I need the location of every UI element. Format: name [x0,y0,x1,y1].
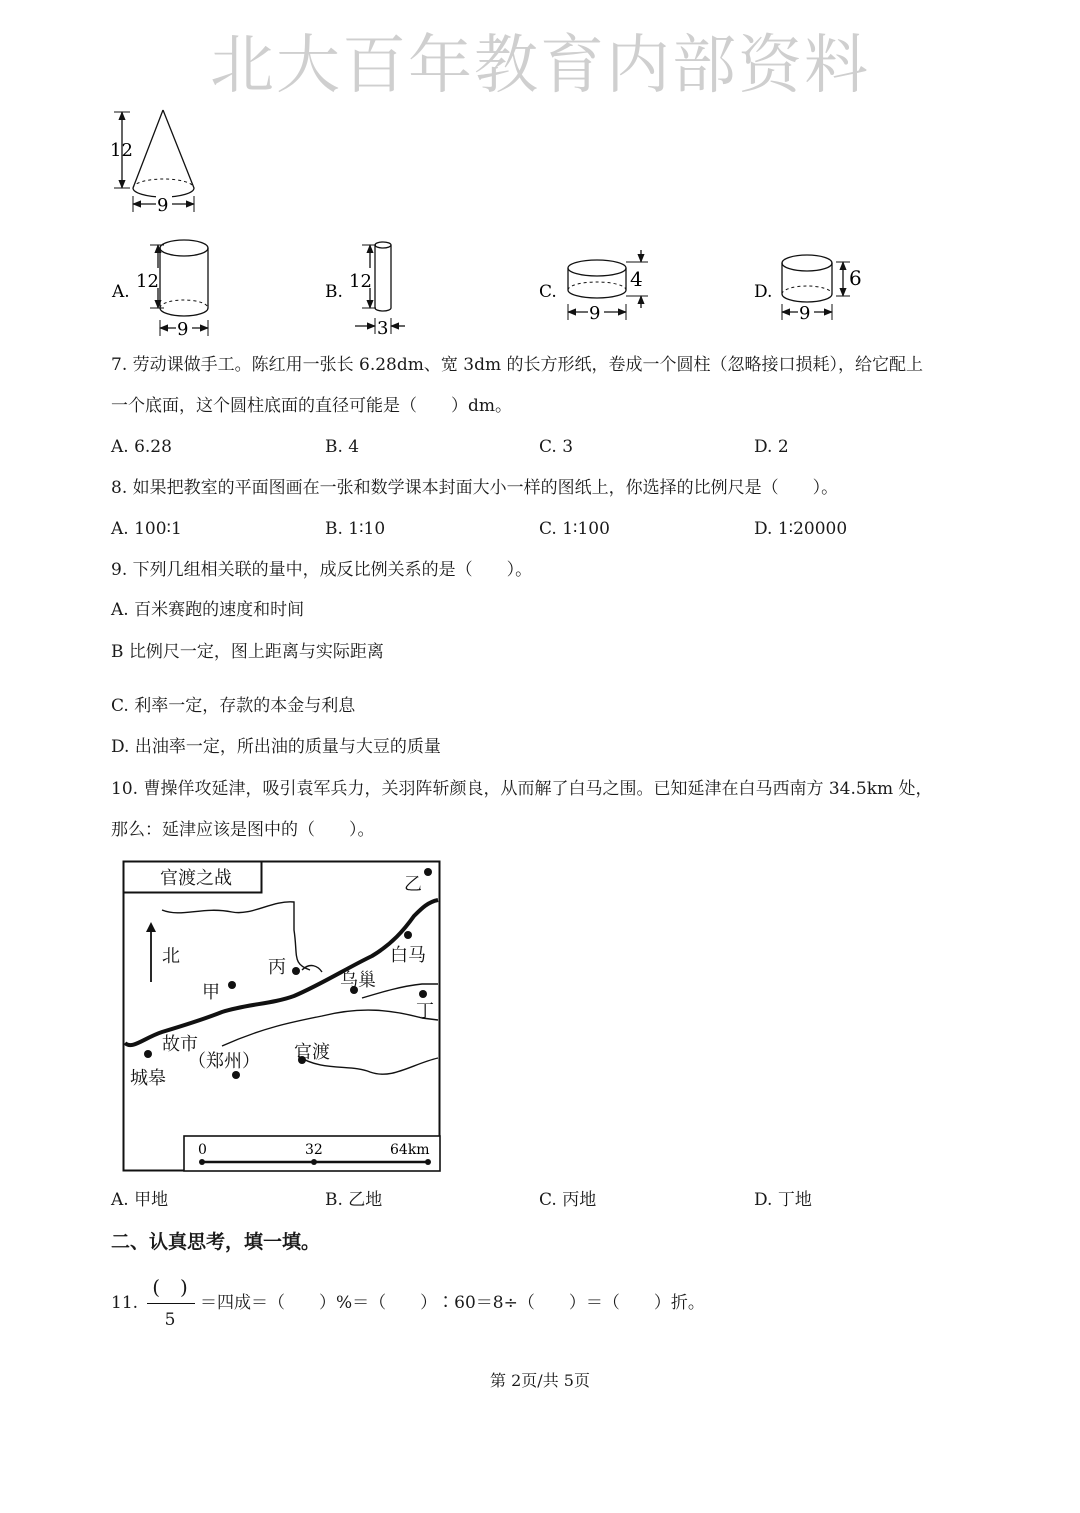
scale-label-0: 0 [198,1142,207,1158]
q9-option-c: C. 利率一定，存款的本金与利息 [111,696,356,716]
option-c-height: 4 [630,267,643,291]
q10-text-line2: 那么：延津应该是图中的（ ）。 [111,820,375,840]
page-footer: 第 2页/共 5页 [490,1371,590,1390]
place-wuchao: 乌巢 [340,970,376,991]
q7-text-line1: 7. 劳动课做手工。陈红用一张长 6.28dm、宽 3dm 的长方形纸，卷成一个圆柱（忽略接口损耗），给它配上 [111,355,924,375]
option-c-label: C. [539,282,557,302]
q8-option-c: C. 1∶100 [539,519,610,539]
q6-figures [100,100,1000,345]
q10-option-d: D. 丁地 [754,1190,812,1210]
option-b-label: B. [325,282,343,302]
place-chenggao: 城皋 [130,1068,166,1089]
q8-option-b: B. 1∶10 [325,519,386,539]
q10-option-c: C. 丙地 [539,1190,597,1210]
guandu-battle-map [122,860,442,1174]
place-guandu: 官渡 [294,1042,330,1063]
option-b-figure [325,242,405,339]
q10-option-b: B. 乙地 [325,1190,383,1210]
q10-option-a: A. 甲地 [111,1190,169,1210]
watermark: 北大百年教育内部资料 [210,29,870,103]
section-2-heading: 二、认真思考，填一填。 [111,1231,321,1253]
cone-figure [110,110,194,216]
option-d-label: D. [754,282,773,302]
scale-label-64km: 64km [390,1142,430,1158]
place-baima: 白马 [390,945,426,966]
option-a-height: 12 [136,271,159,292]
option-d-figure [754,255,862,324]
q8-option-d: D. 1∶20000 [754,519,848,539]
q10-text-line1: 10. 曹操佯攻延津，吸引袁军兵力，关羽阵斩颜良，从而解了白马之围。已知延津在白马西南方 34.5km 处， [111,779,933,799]
q9-option-b: B 比例尺一定，图上距离与实际距离 [111,642,384,662]
q7-option-c: C. 3 [539,437,574,457]
place-yi: 乙 [404,874,422,895]
q7-text-line2: 一个底面，这个圆柱底面的直径可能是（ ）dm。 [111,396,513,416]
q11-number: 11. [111,1293,139,1313]
option-d-diameter: 9 [799,303,811,324]
q9-text: 9. 下列几组相关联的量中，成反比例关系的是（ ）。 [111,560,533,580]
q7-option-d: D. 2 [754,437,789,457]
q11-numerator: ( ) [152,1275,188,1299]
option-a-diameter: 9 [177,319,189,340]
place-gushi: 故市 [162,1034,198,1055]
q11-denominator: 5 [164,1310,176,1330]
q8-text: 8. 如果把教室的平面图画在一张和数学课本封面大小一样的图纸上，你选择的比例尺是（ ）。 [111,478,839,498]
place-jia: 甲 [202,982,220,1003]
option-a-figure [111,240,208,340]
option-b-diameter: 3 [377,318,389,339]
q8-option-a: A. 100∶1 [111,519,182,539]
option-a-label: A. [112,282,130,302]
q7-option-b: B. 4 [325,437,360,457]
cone-diameter-label: 9 [157,195,169,216]
scale-label-32: 32 [305,1142,323,1158]
north-label: 北 [162,946,180,967]
q9-option-d: D. 出油率一定，所出油的质量与大豆的质量 [111,737,441,757]
q11-fraction-bar [147,1303,195,1304]
cone-height-label: 12 [110,140,133,161]
place-bing: 丙 [268,957,286,978]
q7-option-a: A. 6.28 [111,437,172,457]
option-c-figure [539,250,648,324]
option-c-diameter: 9 [589,303,601,324]
option-b-height: 12 [349,271,372,292]
map-title: 官渡之战 [160,868,232,889]
place-zhengzhou: （郑州） [188,1051,260,1072]
option-d-height: 6 [849,266,862,290]
place-ding: 丁 [416,1001,434,1022]
q9-option-a: A. 百米赛跑的速度和时间 [111,600,305,620]
q11-equation: ＝四成＝（ ）%＝（ ）∶60＝8÷（ ）＝（ ）折。 [200,1293,705,1313]
